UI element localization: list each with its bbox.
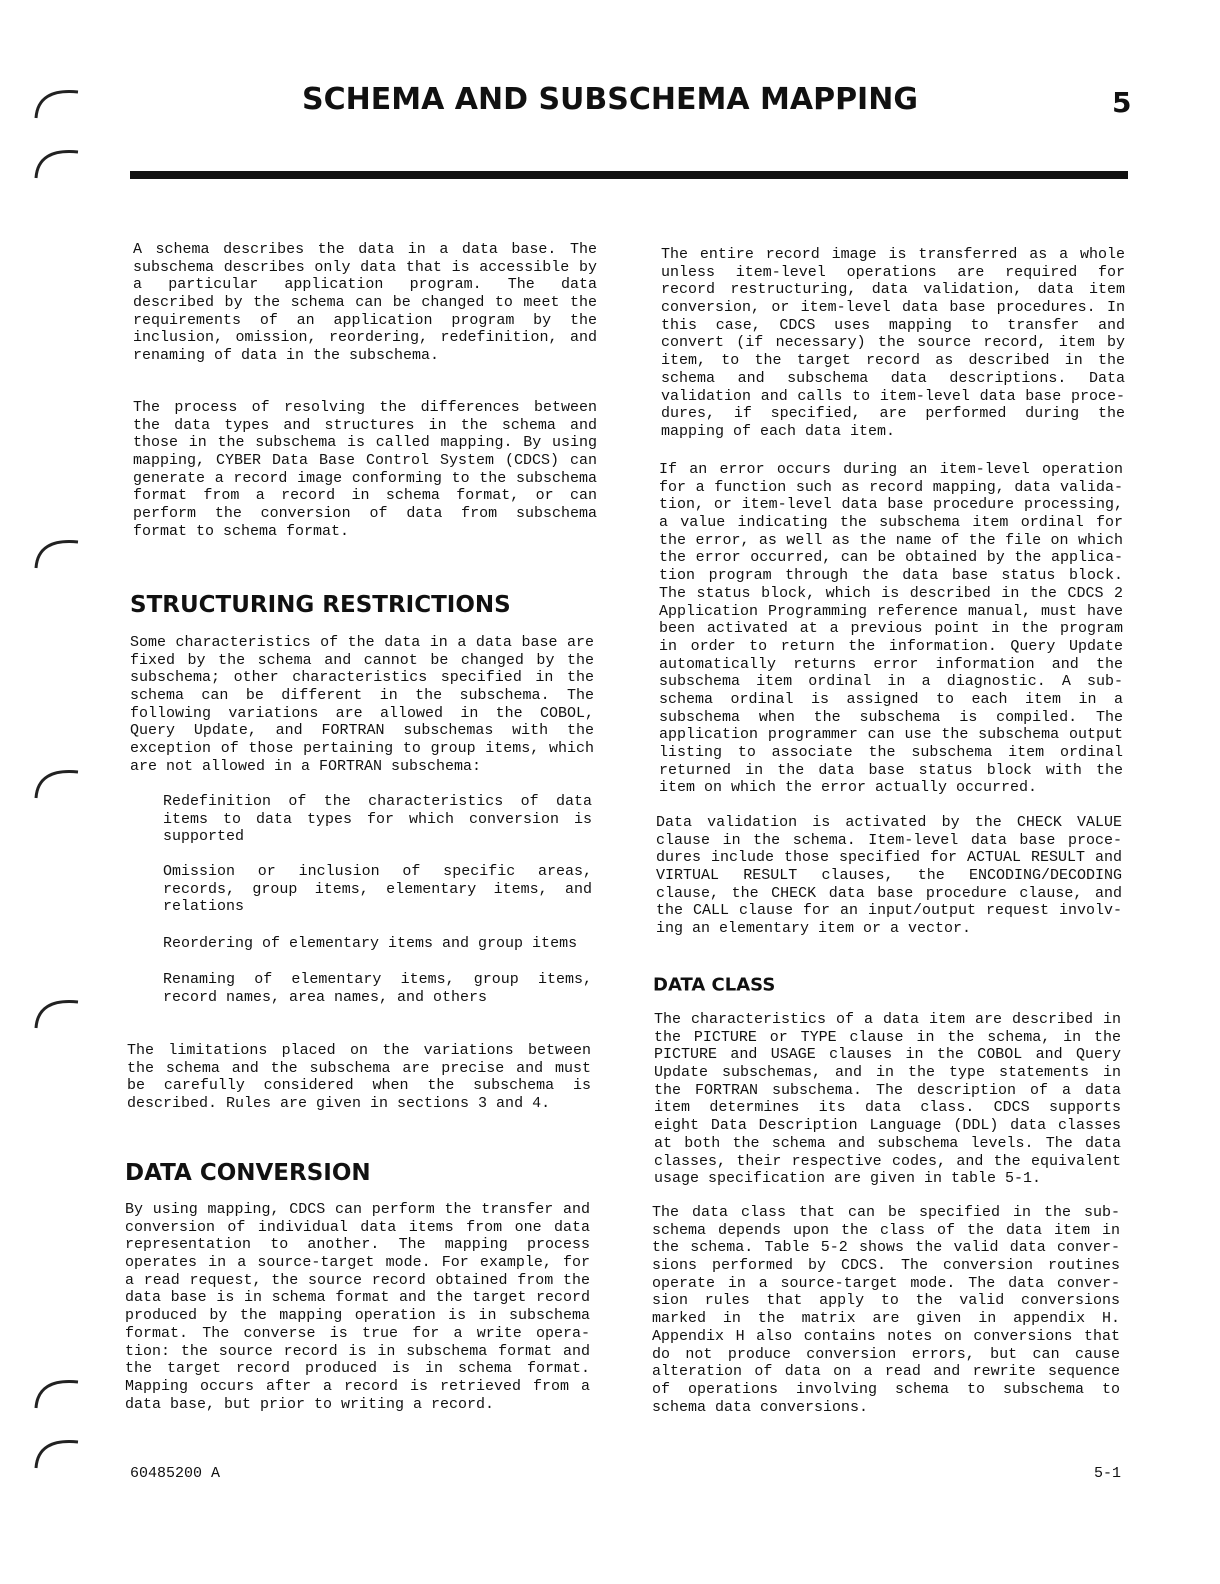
text-line: the PICTURE or TYPE clause in the schema, in the	[654, 1028, 1121, 1046]
text-line: the target record produced is in schema format.	[125, 1360, 590, 1378]
text-line: perform the conversion of data from subschema	[133, 505, 597, 523]
text-line: listing to associate the subschema item ordinal	[659, 744, 1123, 761]
text-line: alteration of data on a read and rewrite sequence	[652, 1363, 1120, 1381]
text-line: schema depends upon the class of the data item in	[652, 1221, 1120, 1239]
binding-hole-mark	[28, 990, 88, 1030]
text-line: automatically returns error information and the	[659, 655, 1123, 673]
text-line: item determines its data class. CDCS supports	[654, 1099, 1121, 1117]
text-line: be carefully considered when the subschema is	[127, 1077, 591, 1095]
text-line: schema ordinal is assigned to each item in a	[659, 690, 1123, 708]
text-line: PICTURE and USAGE clauses in the COBOL and Query	[654, 1046, 1121, 1064]
paragraph	[127, 1042, 591, 1113]
text-line: format. The converse is true for a write opera-	[125, 1324, 590, 1342]
text-line: tion, or item-level data base procedure processing,	[659, 496, 1123, 514]
text-line: sions performed by CDCS. The conversion routines	[652, 1257, 1120, 1275]
page-number: 5-1	[1094, 1465, 1122, 1482]
text-line: items to data types for which conversion is	[163, 810, 592, 828]
text-line: If an error occurs during an item-level operation	[659, 461, 1123, 478]
text-line: Data validation is activated by the CHECK VALUE	[656, 814, 1122, 831]
text-line: schema can be different in the subschema. The	[130, 687, 594, 705]
list-item	[163, 863, 592, 916]
text-line: the schema. Table 5-2 shows the valid data conver-	[652, 1239, 1120, 1257]
paragraph	[652, 1204, 1120, 1416]
paragraph	[661, 246, 1125, 441]
text-line: Redefinition of the characteristics of data	[163, 793, 592, 810]
text-line: The characteristics of a data item are described in	[654, 1011, 1121, 1028]
text-line: described. Rules are given in sections 3 and 4.	[127, 1095, 551, 1113]
text-line: By using mapping, CDCS can perform the transfer and	[125, 1201, 590, 1218]
text-line: clause in the schema. Item-level data base proce-	[656, 831, 1122, 849]
text-line: validation and calls to item-level data base proce-	[661, 387, 1125, 405]
list-item	[163, 971, 592, 1006]
binding-hole-mark	[28, 1430, 88, 1470]
text-line: Reordering of elementary items and group items	[163, 935, 578, 952]
paragraph	[654, 1011, 1121, 1188]
text-line: Update subschemas, and in the type statements in	[654, 1064, 1121, 1082]
text-line: described by the schema can be changed to meet the	[133, 294, 597, 312]
binding-hole-mark	[28, 1370, 88, 1410]
text-line: data base, but prior to writing a record.	[125, 1395, 495, 1413]
paragraph	[130, 634, 594, 776]
paragraph	[659, 461, 1123, 797]
text-line: the error occurred, can be obtained by the applica-	[659, 549, 1123, 567]
binding-hole-mark	[28, 760, 88, 800]
text-line: the error, as well as the name of the file on which	[659, 531, 1123, 549]
text-line: are not allowed in a FORTRAN subschema:	[130, 757, 482, 775]
header-rule	[130, 171, 1128, 179]
list-item	[163, 935, 592, 953]
text-line: at both the schema and subschema levels. The data	[654, 1134, 1121, 1152]
text-line: record restructuring, data validation, data item	[661, 281, 1125, 299]
text-line: format from a record in schema format, or can	[133, 487, 597, 505]
text-line: dures, if specified, are performed during the	[661, 405, 1125, 423]
text-line: following variations are allowed in the COBOL,	[130, 704, 594, 722]
text-line: usage specification are given in table 5-1.	[654, 1170, 1042, 1188]
text-line: a read request, the source record obtained from the	[125, 1271, 590, 1289]
text-line: tion: the source record is in subschema format and	[125, 1342, 590, 1360]
text-line: the data types and structures in the schema and	[133, 416, 597, 434]
text-line: dures include those specified for ACTUAL RESULT and	[656, 849, 1122, 867]
text-line: schema data conversions.	[652, 1398, 869, 1416]
text-line: Mapping occurs after a record is retrieved from a	[125, 1377, 590, 1395]
text-line: The limitations placed on the variations between	[127, 1042, 591, 1059]
text-line: record names, area names, and others	[163, 988, 488, 1006]
text-line: Some characteristics of the data in a data base are	[130, 634, 594, 651]
text-line: unless item-level operations are required for	[661, 263, 1125, 281]
text-line: Renaming of elementary items, group items,	[163, 971, 592, 988]
text-line: the FORTRAN subschema. The description of a data	[654, 1081, 1121, 1099]
chapter-title: SCHEMA AND SUBSCHEMA MAPPING	[302, 82, 918, 117]
text-line: produced by the mapping operation is in subschema	[125, 1307, 590, 1325]
text-line: a value indicating the subschema item ordinal for	[659, 514, 1123, 532]
text-line: generate a record image conforming to the subschema	[133, 469, 597, 487]
text-line: Omission or inclusion of specific areas,	[163, 863, 592, 880]
text-line: of operations involving schema to subschema to	[652, 1380, 1120, 1398]
text-line: a particular application program. The data	[133, 276, 597, 294]
text-line: subschema; other characteristics specified in the	[130, 669, 594, 687]
document-number: 60485200 A	[130, 1465, 221, 1482]
text-line: relations	[163, 898, 245, 916]
section-heading: STRUCTURING RESTRICTIONS	[130, 592, 511, 618]
text-line: inclusion, omission, reordering, redefinition, and	[133, 329, 597, 347]
text-line: for a function such as record mapping, data valida-	[659, 478, 1123, 496]
text-line: The process of resolving the differences between	[133, 399, 597, 416]
text-line: conversion, or item-level data base procedures. In	[661, 299, 1125, 317]
text-line: operate in a source-target mode. The data conver-	[652, 1274, 1120, 1292]
subsection-heading: DATA CLASS	[653, 974, 776, 996]
text-line: subschema item ordinal in a diagnostic. A sub-	[659, 673, 1123, 691]
text-line: ing an elementary item or a vector.	[656, 920, 972, 938]
text-line: conversion of individual data items from one data	[125, 1218, 590, 1236]
text-line: this case, CDCS uses mapping to transfer and	[661, 316, 1125, 334]
binding-hole-mark	[28, 530, 88, 570]
text-line: been activated at a previous point in the program	[659, 620, 1123, 638]
text-line: Query Update, and FORTRAN subschemas with the	[130, 722, 594, 740]
text-line: eight Data Description Language (DDL) data classes	[654, 1117, 1121, 1135]
text-line: the CALL clause for an input/output request involv-	[656, 902, 1122, 920]
text-line: mapping of each data item.	[661, 422, 896, 440]
text-line: do not produce conversion errors, but can cause	[652, 1345, 1120, 1363]
text-line: supported	[163, 828, 245, 846]
text-line: operates in a source-target mode. For example, for	[125, 1254, 590, 1272]
text-line: mapping, CYBER Data Base Control System (CDCS) can	[133, 452, 597, 470]
text-line: The data class that can be specified in the sub-	[652, 1204, 1120, 1221]
text-line: subschema when the subschema is compiled. The	[659, 708, 1123, 726]
list-item	[163, 793, 592, 846]
section-heading: DATA CONVERSION	[125, 1160, 371, 1186]
text-line: The entire record image is transferred as a whole	[661, 246, 1125, 263]
chapter-number: 5	[1112, 86, 1132, 119]
text-line: A schema describes the data in a data base. The	[133, 241, 597, 258]
text-line: application programmer can use the subschema output	[659, 726, 1123, 744]
text-line: exception of those pertaining to group items, which	[130, 740, 594, 758]
text-line: item on which the error actually occurred.	[659, 779, 1038, 797]
paragraph	[133, 399, 597, 541]
paragraph	[656, 814, 1122, 938]
text-line: tion program through the data base status block.	[659, 567, 1123, 585]
text-line: those in the subschema is called mapping. By using	[133, 434, 597, 452]
text-line: subschema describes only data that is accessible by	[133, 258, 597, 276]
text-line: requirements of an application program by the	[133, 311, 597, 329]
text-line: marked in the matrix are given in appendix H.	[652, 1310, 1120, 1328]
text-line: item, to the target record as described in the	[661, 352, 1125, 370]
paragraph	[133, 241, 597, 365]
text-line: schema and subschema data descriptions. Data	[661, 369, 1125, 387]
text-line: representation to another. The mapping process	[125, 1236, 590, 1254]
text-line: returned in the data base status block with the	[659, 761, 1123, 779]
paragraph	[125, 1201, 590, 1413]
text-line: VIRTUAL RESULT clauses, the ENCODING/DECODING	[656, 867, 1122, 885]
text-line: Appendix H also contains notes on conversions that	[652, 1327, 1120, 1345]
binding-hole-mark	[28, 140, 88, 180]
text-line: renaming of data in the subschema.	[133, 347, 440, 365]
text-line: sion rules that apply to the valid conversions	[652, 1292, 1120, 1310]
text-line: Application Programming reference manual, must have	[659, 602, 1123, 620]
text-line: clause, the CHECK data base procedure clause, and	[656, 884, 1122, 902]
text-line: convert (if necessary) the source record, item by	[661, 334, 1125, 352]
text-line: classes, their respective codes, and the equivalent	[654, 1152, 1121, 1170]
text-line: format to schema format.	[133, 522, 350, 540]
text-line: in order to return the information. Query Update	[659, 637, 1123, 655]
text-line: records, group items, elementary items, and	[163, 880, 592, 898]
text-line: fixed by the schema and cannot be changed by the	[130, 651, 594, 669]
text-line: the schema and the subschema are precise and must	[127, 1059, 591, 1077]
text-line: data base is in schema format and the target record	[125, 1289, 590, 1307]
text-line: The status block, which is described in the CDCS 2	[659, 584, 1123, 602]
